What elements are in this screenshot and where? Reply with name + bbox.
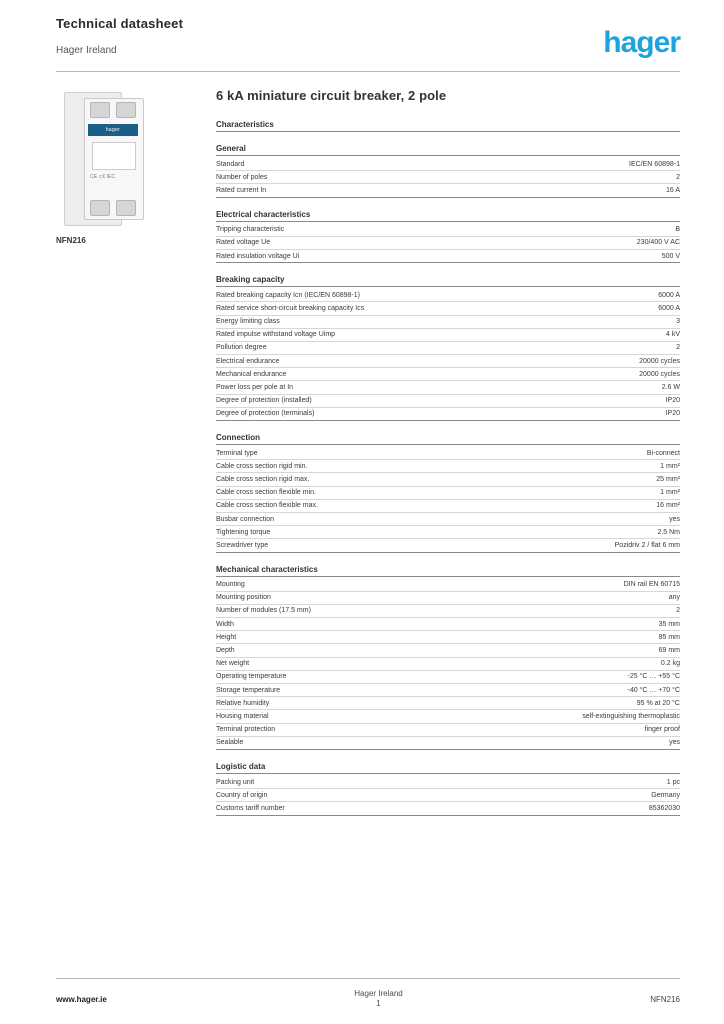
spec-leader (364, 298, 652, 300)
spec-label: Rated current In (216, 186, 267, 194)
spec-leader (274, 245, 631, 247)
spec-label: Power loss per pole at In (216, 384, 294, 392)
spec-value: Bi-connect (646, 449, 680, 457)
spec-value: 1 mm² (660, 462, 680, 470)
spec-value: -40 °C … +70 °C (627, 686, 680, 694)
spec-row (216, 605, 680, 618)
spec-leader (311, 469, 654, 471)
spec-value: 3 (676, 318, 680, 326)
spec-row (216, 710, 680, 723)
spec-row (216, 224, 680, 237)
spec-label: Cable cross section flexible min. (216, 489, 316, 497)
spec-leader (262, 456, 641, 458)
spec-label: Height (216, 633, 237, 641)
spec-row (216, 724, 680, 737)
group-heading: Breaking capacity (216, 272, 680, 287)
spec-leader (271, 798, 645, 800)
spec-value: 16 mm² (656, 502, 680, 510)
spec-value: 0.2 kg (660, 660, 680, 668)
spec-value: 35 mm (658, 620, 680, 628)
spec-row (216, 460, 680, 473)
spec-value: 16 A (665, 186, 680, 194)
spec-row (216, 684, 680, 697)
terminal-bottom-right (116, 200, 136, 216)
spec-value: 20000 cycles (639, 370, 680, 378)
spec-label: Terminal protection (216, 726, 276, 734)
device-certification-marks: CE ⊂€ IEC (90, 174, 116, 180)
spec-leader (248, 167, 623, 169)
spec-label: Mounting position (216, 594, 271, 602)
spec-row (216, 802, 680, 815)
spec-leader (271, 180, 670, 182)
spec-leader (238, 627, 653, 629)
specification-groups (216, 141, 680, 816)
spec-label: Energy limiting class (216, 318, 280, 326)
spec-row (216, 184, 680, 197)
spec-label: Terminal type (216, 449, 258, 457)
spec-row (216, 355, 680, 368)
spec-value: 2 (676, 607, 680, 615)
spec-value: B (675, 226, 680, 234)
spec-value: 1 mm² (660, 489, 680, 497)
group-heading: Logistic data (216, 759, 680, 774)
spec-leader (315, 613, 670, 615)
spec-value: IP20 (665, 410, 680, 418)
group-heading: Connection (216, 430, 680, 445)
spec-leader (313, 482, 650, 484)
terminal-bottom-left (90, 200, 110, 216)
spec-leader (303, 259, 655, 261)
spec-row (216, 697, 680, 710)
spec-label: Sealable (216, 739, 244, 747)
spec-leader (289, 811, 643, 813)
spec-label: Packing unit (216, 778, 255, 786)
characteristics-heading: Characteristics (216, 117, 680, 132)
spec-row (216, 539, 680, 552)
spec-row (216, 592, 680, 605)
spec-leader (258, 785, 661, 787)
spec-leader (290, 377, 633, 379)
spec-leader (279, 732, 638, 734)
spec-value: IEC/EN 60898-1 (629, 160, 680, 168)
spec-row (216, 737, 680, 750)
spec-leader (273, 706, 630, 708)
spec-leader (249, 587, 618, 589)
spec-leader (316, 403, 660, 405)
spec-label: Rated impulse withstand voltage Uimp (216, 331, 336, 339)
spec-row (216, 342, 680, 355)
spec-value: IP20 (665, 397, 680, 405)
spec-leader (284, 324, 670, 326)
group-heading: General (216, 141, 680, 156)
footer-website-link[interactable]: www.hager.ie (56, 994, 107, 1004)
spec-row (216, 487, 680, 500)
spec-row (216, 789, 680, 802)
spec-value: Germany (651, 791, 680, 799)
spec-row (216, 381, 680, 394)
spec-row (216, 473, 680, 486)
spec-label: Mounting (216, 581, 245, 589)
spec-leader (271, 350, 671, 352)
product-image-block (56, 88, 176, 245)
spec-label: Cable cross section flexible max. (216, 502, 318, 510)
spec-row (216, 500, 680, 513)
spec-value: Pozidriv 2 / flat 6 mm (614, 541, 680, 549)
spec-label: Degree of protection (terminals) (216, 410, 315, 418)
spec-value: 25 mm² (656, 475, 680, 483)
spec-row (216, 644, 680, 657)
spec-label: Rated breaking capacity Icn (IEC/EN 60898-1) (216, 291, 360, 299)
spec-row (216, 513, 680, 526)
spec-label: Tripping characteristic (216, 226, 285, 234)
spec-label: Degree of protection (installed) (216, 397, 312, 405)
spec-leader (283, 364, 633, 366)
spec-label: Depth (216, 647, 235, 655)
footer-company: Hager Ireland (354, 989, 403, 998)
datasheet-content (216, 88, 680, 816)
spec-label: Country of origin (216, 791, 268, 799)
spec-label: Number of poles (216, 173, 268, 181)
spec-leader (322, 508, 650, 510)
spec-leader (288, 232, 669, 234)
group-heading: Mechanical characteristics (216, 562, 680, 577)
spec-leader (290, 679, 621, 681)
spec-row (216, 776, 680, 789)
spec-row (216, 316, 680, 329)
spec-leader (273, 719, 577, 721)
spec-label: Mechanical endurance (216, 370, 287, 378)
spec-value: 2.6 W (661, 384, 680, 392)
spec-leader (275, 600, 663, 602)
spec-value: 230/400 V AC (636, 239, 680, 247)
spec-leader (247, 745, 663, 747)
spec-row (216, 289, 680, 302)
spec-row (216, 237, 680, 250)
spec-row (216, 618, 680, 631)
spec-leader (318, 416, 659, 418)
spec-leader (284, 693, 621, 695)
page-header (0, 0, 724, 72)
page-title: 6 kA miniature circuit breaker, 2 pole (216, 88, 447, 103)
spec-row (216, 671, 680, 684)
spec-leader (339, 337, 660, 339)
spec-value: 1 pc (666, 778, 680, 786)
spec-value: 500 V (661, 252, 680, 260)
spec-label: Width (216, 620, 234, 628)
spec-label: Net weight (216, 660, 250, 668)
spec-row (216, 158, 680, 171)
spec-label: Standard (216, 160, 245, 168)
spec-value: 2 (676, 344, 680, 352)
spec-value: yes (669, 515, 680, 523)
spec-label: Rated service short-circuit breaking capacity Ics (216, 304, 365, 312)
spec-label: Relative humidity (216, 699, 270, 707)
spec-value: 85 mm (658, 633, 680, 641)
spec-leader (320, 495, 654, 497)
spec-row (216, 329, 680, 342)
spec-leader (272, 548, 609, 550)
spec-leader (239, 653, 653, 655)
spec-label: Cable cross section rigid max. (216, 475, 310, 483)
spec-row (216, 250, 680, 263)
spec-value: 95 % at 20 °C (636, 699, 680, 707)
spec-leader (274, 535, 651, 537)
terminal-top-right (116, 102, 136, 118)
spec-label: Rated voltage Ue (216, 239, 271, 247)
page-footer (56, 988, 680, 1010)
spec-row (216, 302, 680, 315)
spec-leader (368, 311, 652, 313)
spec-value: -25 °C … +55 °C (627, 673, 680, 681)
spec-row (216, 631, 680, 644)
spec-row (216, 579, 680, 592)
spec-label: Cable cross section rigid min. (216, 462, 308, 470)
footer-reference: NFN216 (650, 994, 680, 1004)
device-brand-label: hager (88, 124, 138, 136)
header-divider (56, 71, 680, 72)
spec-leader (240, 640, 652, 642)
spec-label: Number of modules (17.5 mm) (216, 607, 311, 615)
spec-label: Busbar connection (216, 515, 274, 523)
spec-label: Operating temperature (216, 673, 287, 681)
spec-label: Electrical endurance (216, 357, 280, 365)
product-reference: NFN216 (56, 236, 86, 245)
spec-label: Housing material (216, 712, 269, 720)
spec-value: 2.5 Nm (657, 528, 680, 536)
spec-value: 20000 cycles (639, 357, 680, 365)
document-subtitle: Hager Ireland (56, 45, 117, 56)
spec-value: 6000 A (658, 291, 680, 299)
spec-label: Storage temperature (216, 686, 281, 694)
product-photo (56, 88, 166, 228)
spec-label: Pollution degree (216, 344, 267, 352)
footer-divider (56, 978, 680, 979)
device-toggle-window (92, 142, 136, 170)
group-heading: Electrical characteristics (216, 207, 680, 222)
spec-label: Rated insulation voltage Ui (216, 252, 300, 260)
spec-row (216, 395, 680, 408)
spec-leader (270, 193, 660, 195)
spec-row (216, 658, 680, 671)
spec-label: Tightening torque (216, 528, 271, 536)
spec-value: 69 mm (658, 647, 680, 655)
spec-value: yes (669, 739, 680, 747)
spec-value: 85362030 (648, 804, 680, 812)
spec-row (216, 171, 680, 184)
spec-leader (253, 666, 655, 668)
spec-leader (297, 390, 656, 392)
spec-value: finger proof (644, 726, 680, 734)
spec-value: 6000 A (658, 304, 680, 312)
footer-page-number: 1 (376, 999, 381, 1008)
spec-label: Customs tariff number (216, 804, 285, 812)
spec-value: DIN rail EN 60715 (623, 581, 680, 589)
spec-row (216, 447, 680, 460)
spec-label: Screwdriver type (216, 541, 269, 549)
spec-row (216, 526, 680, 539)
spec-row (216, 408, 680, 421)
spec-row (216, 368, 680, 381)
spec-value: self-extinguishing thermoplastic (582, 712, 680, 720)
spec-value: 4 kV (665, 331, 680, 339)
spec-leader (278, 522, 663, 524)
spec-value: any (668, 594, 680, 602)
spec-value: 2 (676, 173, 680, 181)
document-title: Technical datasheet (56, 16, 184, 31)
terminal-top-left (90, 102, 110, 118)
footer-center-text (354, 989, 402, 1009)
hager-logo: hager (603, 26, 680, 59)
